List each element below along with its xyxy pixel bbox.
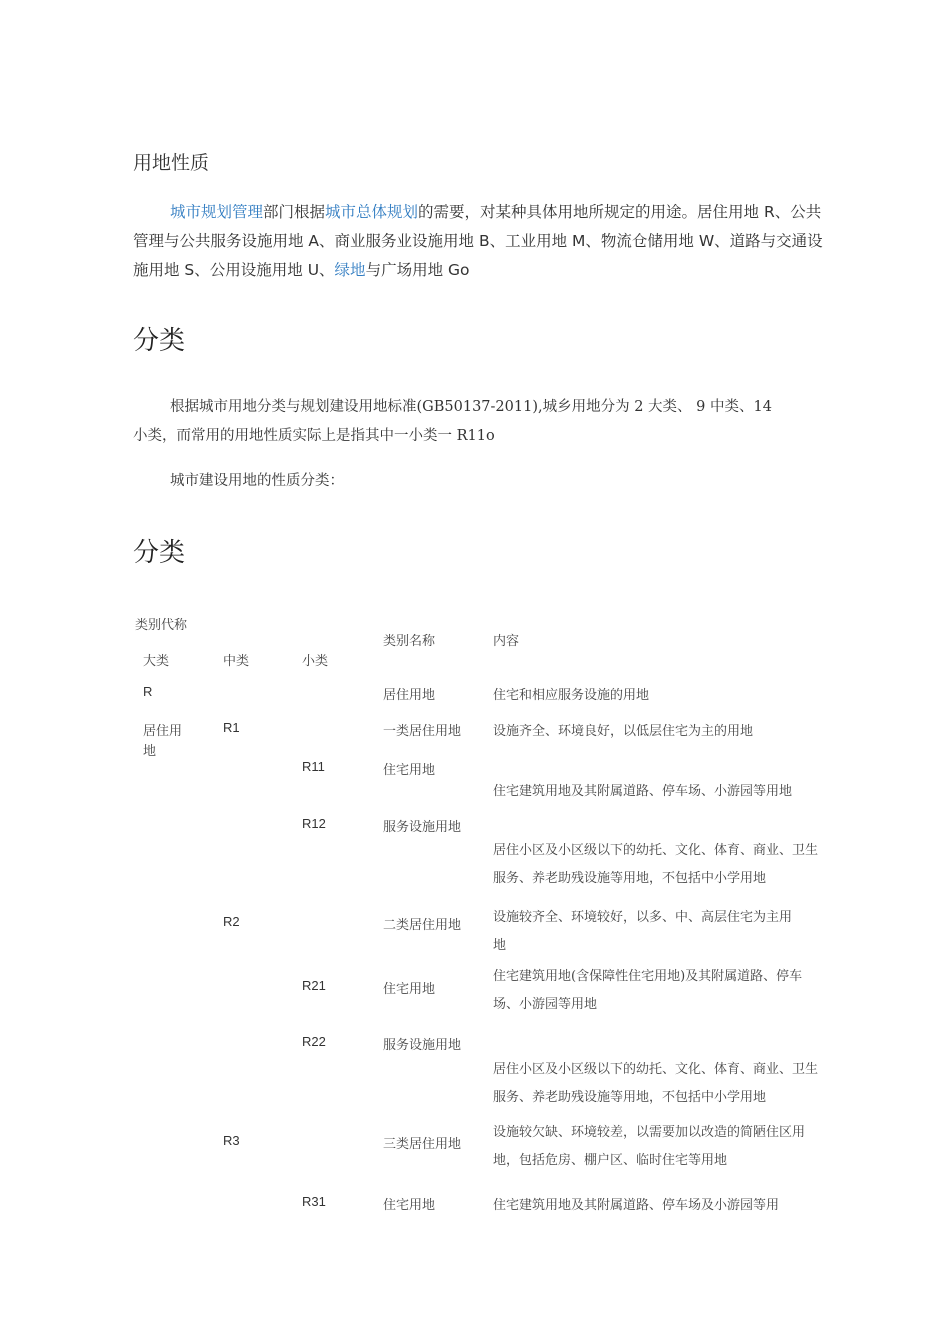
table-header-content: 内容 bbox=[493, 634, 520, 649]
table-row-content: 住宅建筑用地及其附属道路、停车场、小游园等用地 bbox=[493, 784, 793, 799]
table-row-name: 住宅用地 bbox=[383, 763, 436, 778]
table-row-name: 住宅用地 bbox=[383, 982, 436, 997]
classification-intro: 城市建设用地的性质分类： bbox=[170, 473, 344, 489]
table-row-name: 服务设施用地 bbox=[383, 1038, 462, 1053]
table-row-minor-code: R12 bbox=[302, 816, 326, 831]
table-row-minor-code: R22 bbox=[302, 1034, 326, 1049]
intro-text-1: 部门根据 bbox=[263, 203, 326, 221]
table-row-minor-code: R31 bbox=[302, 1194, 326, 1209]
section-heading-classification: 分类 bbox=[133, 326, 186, 356]
intro-text-2: 的需要，对某种具体用地所规定的用途。居住用地 R、公共管理与公共服务设施用地 A、商业服务业设施用地 B、工业用地 M、物流仓储用地 W、道路与交通设施用地 S、公用设施用地 U、 bbox=[133, 203, 823, 279]
link-urban-planning-management[interactable]: 城市规划管理 bbox=[170, 203, 264, 221]
major-name-line1: 居住用 bbox=[143, 724, 183, 739]
table-row-minor-code: R21 bbox=[302, 978, 326, 993]
table-header-major: 大类 bbox=[143, 654, 170, 669]
table-row-content: 住宅建筑用地(含保障性住宅用地)及其附属道路、停车场、小游园等用地 bbox=[493, 969, 803, 1012]
table-row-content: 设施齐全、环境良好，以低层住宅为主的用地 bbox=[493, 724, 754, 739]
link-green-space[interactable]: 绿地 bbox=[334, 261, 366, 279]
table-row-content: 居住小区及小区级以下的幼托、文化、体育、商业、卫生服务、养老助残设施等用地，不包括中小学用地 bbox=[493, 843, 819, 886]
table-row-content: 住宅建筑用地及其附属道路、停车场及小游园等用 bbox=[493, 1198, 780, 1213]
table-row-name: 三类居住用地 bbox=[383, 1137, 462, 1152]
major-name-line2: 地 bbox=[143, 744, 157, 759]
table-header-name: 类别名称 bbox=[383, 634, 436, 649]
major-code: R bbox=[143, 684, 153, 699]
table-row-content: 住宅和相应服务设施的用地 bbox=[493, 688, 650, 703]
table-row-name: 居住用地 bbox=[383, 688, 436, 703]
table-header-minor: 小类 bbox=[302, 654, 329, 669]
table-row-name: 服务设施用地 bbox=[383, 820, 462, 835]
table-row-minor-code: R11 bbox=[302, 759, 325, 774]
intro-paragraph bbox=[133, 198, 823, 285]
table-row-content: 设施较欠缺、环境较差，以需要加以改造的简陋住区用地，包括危房、棚户区、临时住宅等用地 bbox=[493, 1125, 806, 1168]
table-row-content: 居住小区及小区级以下的幼托、文化、体育、商业、卫生服务、养老助残设施等用地，不包括中小学用地 bbox=[493, 1062, 819, 1105]
section-heading-land-use: 用地性质 bbox=[133, 152, 210, 174]
table-row-medium-code: R2 bbox=[223, 914, 240, 929]
table-row-medium-code: R3 bbox=[223, 1133, 240, 1148]
table-row-content: 设施较齐全、环境较好，以多、中、高层住宅为主用地 bbox=[493, 910, 793, 953]
intro-text-3: 与广场用地 Go bbox=[365, 261, 470, 279]
table-header-category-code: 类别代称 bbox=[135, 618, 188, 633]
table-row-medium-code: R1 bbox=[223, 720, 240, 735]
table-row-name: 一类居住用地 bbox=[383, 724, 462, 739]
standard-paragraph: 根据城市用地分类与规划建设用地标准(GB50137-2011),城乡用地分为 2 大类、 9 中类、14 小类，而常用的用地性质实际上是指其中一小类一 R11o bbox=[133, 399, 772, 444]
table-row-name: 住宅用地 bbox=[383, 1198, 436, 1213]
table-header-medium: 中类 bbox=[223, 654, 250, 669]
link-urban-master-plan[interactable]: 城市总体规划 bbox=[325, 203, 419, 221]
table-row-name: 二类居住用地 bbox=[383, 918, 462, 933]
section-heading-classification-2: 分类 bbox=[133, 538, 186, 568]
